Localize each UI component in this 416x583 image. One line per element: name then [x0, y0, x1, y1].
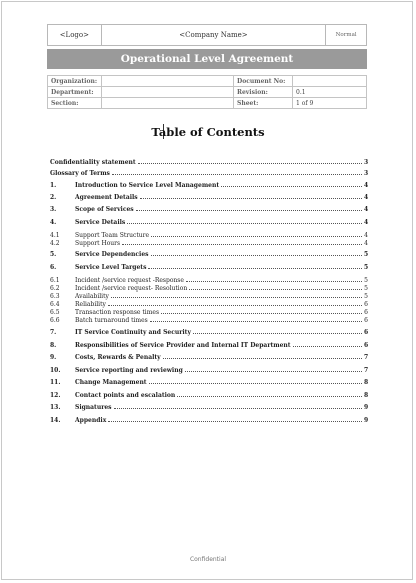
toc-entry-text: Reliability: [75, 301, 106, 308]
toc-dot-leader: [112, 169, 362, 175]
toc-entry-text: Introduction to Service Level Management: [75, 182, 220, 189]
toc-entry[interactable]: [50, 328, 368, 336]
toc-dot-leader: [151, 250, 362, 256]
toc-dot-leader: [127, 218, 362, 224]
toc-entry[interactable]: [50, 250, 368, 258]
toc-entry-number: 7.: [50, 329, 57, 336]
info-value[interactable]: [102, 87, 234, 98]
toc-entry-number: 4.: [50, 219, 57, 226]
toc-entry-page: 5: [364, 251, 369, 258]
toc-entry-number: 11.: [50, 379, 61, 386]
info-value[interactable]: 0.1: [293, 87, 367, 98]
toc-entry-page: 6: [364, 317, 368, 324]
toc-entry-number: 1.: [50, 182, 57, 189]
toc-dot-leader: [150, 316, 362, 322]
toc-entry-number: 6.6: [50, 317, 60, 324]
toc-entry[interactable]: [50, 341, 368, 349]
style-label: Normal: [326, 25, 367, 46]
toc-entry-text: Glossary of Terms: [50, 170, 110, 177]
toc-entry-page: 6: [364, 329, 369, 336]
footer-confidential: Confidential: [189, 556, 227, 563]
info-label: Section:: [48, 98, 102, 109]
toc-entry[interactable]: [50, 193, 368, 201]
toc-entry-text: Service Dependencies: [75, 251, 149, 258]
toc-entry-page: 4: [364, 240, 368, 247]
toc-dot-leader: [186, 276, 362, 282]
toc-entry-text: Incident /service request -Response: [75, 277, 184, 284]
info-label: Department:: [48, 87, 102, 98]
toc-entry-text: Scope of Services: [75, 206, 134, 213]
info-row-section: [48, 98, 367, 109]
toc-entry[interactable]: [50, 218, 368, 226]
info-label: Document No:: [234, 76, 293, 87]
info-row-department: [48, 87, 367, 98]
toc-entry[interactable]: [50, 231, 368, 239]
toc-entry-page: 5: [364, 285, 368, 292]
toc-entry-number: 9.: [50, 354, 57, 361]
toc-entry-text: Transaction response times: [75, 309, 160, 316]
toc-dot-leader: [149, 378, 362, 384]
toc-entry-page: 7: [364, 354, 369, 361]
toc-entry-page: 6: [364, 342, 369, 349]
toc-entry-number: 6.4: [50, 301, 60, 308]
toc-entry[interactable]: [50, 169, 368, 177]
toc-dot-leader: [122, 239, 362, 245]
toc-entry-number: 6.2: [50, 285, 60, 292]
toc-entry-text: Change Management: [75, 379, 147, 386]
toc-entry-number: 6.5: [50, 309, 60, 316]
toc-entry-number: 3.: [50, 206, 57, 213]
toc-entry-page: 8: [364, 379, 369, 386]
toc-entry-text: Responsibilities of Service Provider and Internal IT Department: [75, 342, 291, 349]
logo-placeholder: <Logo>: [48, 25, 102, 46]
toc-entry[interactable]: [50, 292, 368, 300]
toc-entry-text: Batch turnaround times: [75, 317, 148, 324]
toc-dot-leader: [140, 193, 362, 199]
info-value[interactable]: [102, 76, 234, 87]
toc-dot-leader: [193, 328, 362, 334]
toc-entry-text: Signatures: [75, 404, 112, 411]
toc-entry-text: Availability: [75, 293, 109, 300]
toc-entry-page: 5: [364, 277, 368, 284]
toc-entry-page: 3: [364, 159, 369, 166]
toc-dot-leader: [114, 403, 362, 409]
toc-entry-page: 7: [364, 367, 369, 374]
toc-dot-leader: [111, 292, 362, 298]
toc-entry[interactable]: [50, 239, 368, 247]
toc-dot-leader: [161, 308, 362, 314]
toc-entry-text: Service Details: [75, 219, 126, 226]
toc-entry-text: Appendix: [75, 417, 107, 424]
toc-dot-leader: [148, 263, 362, 269]
toc-entry-number: 14.: [50, 417, 61, 424]
toc-entry-number: 4.2: [50, 240, 60, 247]
toc-entry-page: 4: [364, 232, 368, 239]
toc-entry-number: 2.: [50, 194, 57, 201]
toc-entry-number: 10.: [50, 367, 61, 374]
toc-entry[interactable]: [50, 284, 368, 292]
toc-entry-text: Contact points and escalation: [75, 392, 176, 399]
toc-entry[interactable]: [50, 366, 368, 374]
document-title: Operational Level Agreement: [47, 49, 367, 69]
toc-entry[interactable]: [50, 378, 368, 386]
toc-heading: Table of Contents: [151, 125, 265, 139]
toc-entry-number: 6.: [50, 264, 57, 271]
toc-entry[interactable]: [50, 276, 368, 284]
toc-dot-leader: [185, 366, 362, 372]
toc-entry-page: 4: [364, 194, 369, 201]
toc-dot-leader: [293, 341, 362, 347]
toc-entry-text: Costs, Rewards & Penalty: [75, 354, 161, 361]
info-label: Organization:: [48, 76, 102, 87]
info-row-organization: [48, 76, 367, 87]
toc-entry-number: 6.3: [50, 293, 60, 300]
toc-entry-text: IT Service Continuity and Security: [75, 329, 191, 336]
toc-entry-number: 8.: [50, 342, 57, 349]
toc-entry[interactable]: [50, 263, 368, 271]
toc-entry[interactable]: [50, 403, 368, 411]
toc-entry-page: 6: [364, 301, 368, 308]
toc-entry[interactable]: [50, 308, 368, 316]
toc-dot-leader: [108, 300, 362, 306]
toc-entry-page: 4: [364, 219, 369, 226]
toc-entry[interactable]: [50, 181, 368, 189]
toc-dot-leader: [138, 158, 362, 164]
info-value[interactable]: [293, 76, 367, 87]
toc-entry-text: Support Hours: [75, 240, 121, 247]
toc-entry-text: Incident /service request- Resolution: [75, 285, 188, 292]
toc-entry[interactable]: [50, 316, 368, 324]
toc-entry-page: 8: [364, 392, 369, 399]
toc-entry-page: 9: [364, 417, 369, 424]
toc-entry[interactable]: [50, 158, 368, 166]
toc-entry-text: Agreement Details: [75, 194, 138, 201]
toc-entry-number: 4.1: [50, 232, 60, 239]
toc-dot-leader: [221, 181, 362, 187]
toc-entry-number: 13.: [50, 404, 61, 411]
toc-entry[interactable]: [50, 300, 368, 308]
toc-dot-leader: [163, 353, 362, 359]
toc-dot-leader: [189, 284, 362, 290]
toc-dot-leader: [177, 391, 362, 397]
toc-dot-leader: [151, 231, 362, 237]
toc-entry[interactable]: [50, 205, 368, 213]
toc-entry-text: Service reporting and reviewing: [75, 367, 183, 374]
info-label: Sheet:: [234, 98, 293, 109]
document-info-table: [47, 75, 367, 109]
toc-entry-number: 6.1: [50, 277, 60, 284]
toc-entry[interactable]: [50, 353, 368, 361]
info-label: Revision:: [234, 87, 293, 98]
toc-entry-page: 4: [364, 206, 369, 213]
toc-entry[interactable]: [50, 391, 368, 399]
document-header: [47, 24, 367, 46]
toc-entry-page: 3: [364, 170, 369, 177]
toc-entry-text: Confidentiality statement: [50, 159, 136, 166]
toc-entry-number: 5.: [50, 251, 57, 258]
company-name: <Company Name>: [101, 25, 326, 46]
toc-dot-leader: [108, 416, 362, 422]
toc-entry-text: Support Team Structure: [75, 232, 150, 239]
toc-entry-text: Service Level Targets: [75, 264, 147, 271]
toc-entry-page: 9: [364, 404, 369, 411]
toc-entry-page: 5: [364, 264, 369, 271]
toc-entry-page: 5: [364, 293, 368, 300]
toc-dot-leader: [136, 205, 362, 211]
toc-entry[interactable]: [50, 416, 368, 424]
toc-entry-number: 12.: [50, 392, 61, 399]
toc-entry-page: 4: [364, 182, 369, 189]
toc-entry-page: 6: [364, 309, 368, 316]
info-value[interactable]: [102, 98, 234, 109]
info-value[interactable]: 1 of 9: [293, 98, 367, 109]
